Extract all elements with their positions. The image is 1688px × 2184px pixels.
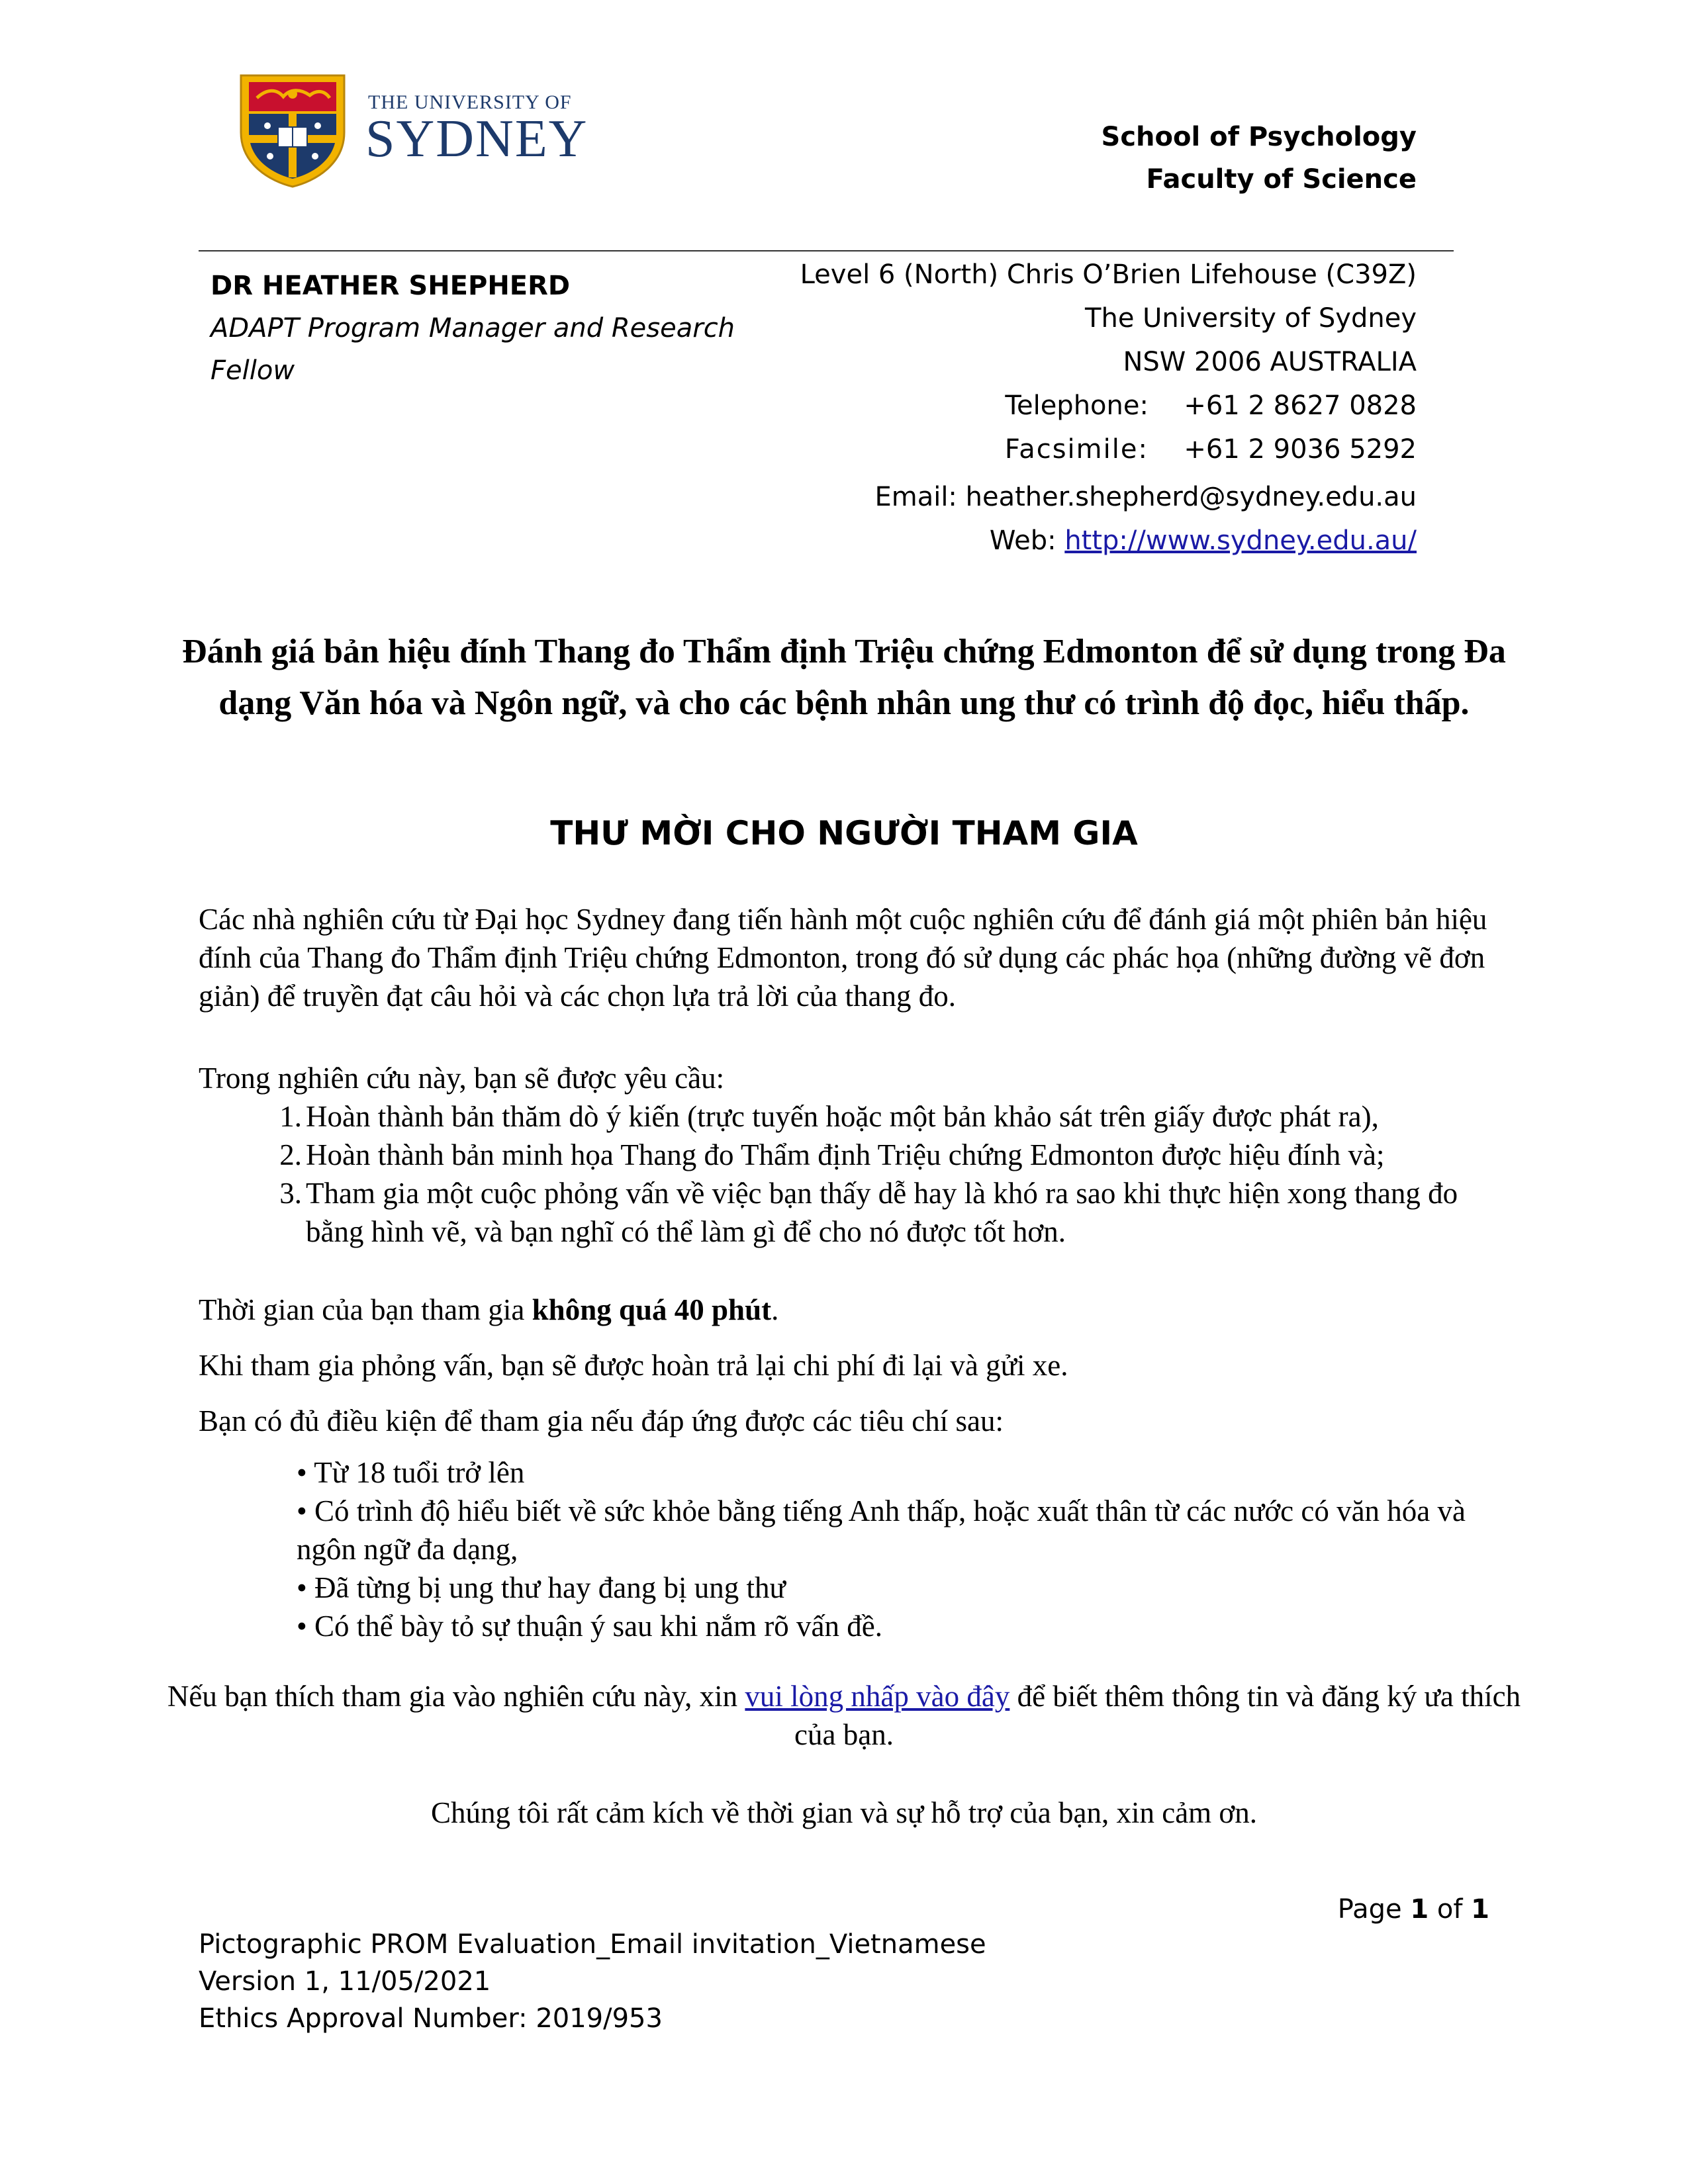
header-divider <box>199 250 1454 251</box>
school-block <box>1102 116 1417 201</box>
page-current: 1 <box>1410 1894 1429 1925</box>
list-item <box>262 1136 1493 1174</box>
telephone-label: Telephone: <box>1005 390 1149 421</box>
email-row <box>800 475 1417 519</box>
step-text: Hoàn thành bản minh họa Thang đo Thẩm định Triệu chứng Edmonton được hiệu đính và; <box>306 1138 1385 1171</box>
cta-paragraph <box>165 1677 1523 1754</box>
footer-line-3: Ethics Approval Number: 2019/953 <box>199 2003 663 2034</box>
web-label: Web: <box>989 525 1056 556</box>
document-footer <box>199 1926 986 2037</box>
fax-row <box>800 428 1417 471</box>
list-item <box>262 1174 1493 1251</box>
fax-value: +61 2 9036 5292 <box>1184 434 1417 465</box>
fax-label: Facsimile: <box>1004 434 1149 465</box>
time-prefix: Thời gian của bạn tham gia <box>199 1293 532 1326</box>
university-logo <box>237 71 588 189</box>
page-of: of <box>1436 1894 1463 1925</box>
cta-prefix: Nếu bạn thích tham gia vào nghiên cứu này, xin <box>167 1680 745 1713</box>
list-item: • Từ 18 tuổi trở lên <box>297 1456 525 1489</box>
author-role: ADAPT Program Manager and Research Fellow <box>211 313 735 386</box>
telephone-row <box>800 384 1417 428</box>
criteria-list <box>297 1453 1488 1645</box>
step-text: Hoàn thành bản thăm dò ý kiến (trực tuyến hoặc một bản khảo sát trên giấy được phát ra), <box>306 1100 1379 1133</box>
contact-block <box>800 253 1417 563</box>
time-paragraph <box>199 1291 1496 1329</box>
reimburse-paragraph: Khi tham gia phỏng vấn, bạn sẽ được hoàn trả lại chi phí đi lại và gửi xe. <box>199 1349 1068 1382</box>
signup-link[interactable]: vui lòng nhấp vào đây <box>745 1680 1010 1713</box>
address-line-2: The University of Sydney <box>1085 303 1417 334</box>
step-number: 3. <box>279 1177 302 1210</box>
criteria-intro: Bạn có đủ điều kiện để tham gia nếu đáp ứng được các tiêu chí sau: <box>199 1404 1004 1437</box>
intro-paragraph: Các nhà nghiên cứu từ Đại học Sydney đang tiến hành một cuộc nghiên cứu để đánh giá một phiên bản hiệu đính của Thang đo Thẩm định Triệu chứng Edmonton, trong đó sử dụng các phác họa (những đường vẽ đơn giản) để truyền đạt câu hỏi và các chọn lựa trả lời của thang đo. <box>199 903 1487 1013</box>
email-label: Email: <box>874 482 957 512</box>
telephone-value: +61 2 8627 0828 <box>1184 390 1417 421</box>
steps-intro: Trong nghiên cứu này, bạn sẽ được yêu cầu: <box>199 1062 725 1095</box>
author-name: DR HEATHER SHEPHERD <box>211 271 571 301</box>
faculty-name: Faculty of Science <box>1146 164 1417 195</box>
web-row <box>800 519 1417 563</box>
thanks-paragraph: Chúng tôi rất cảm kích về thời gian và sự hỗ trợ của bạn, xin cảm ơn. <box>431 1796 1257 1829</box>
author-block <box>211 265 767 392</box>
step-number: 2. <box>279 1138 302 1171</box>
logo-line-2: SYDNEY <box>365 110 588 168</box>
steps-list <box>262 1097 1493 1251</box>
cta-suffix: để biết thêm thông tin và đăng ký ưa thích của bạn. <box>794 1680 1521 1751</box>
web-link[interactable]: http://www.sydney.edu.au/ <box>1064 525 1417 556</box>
footer-line-2: Version 1, 11/05/2021 <box>199 1966 491 1997</box>
document-title: Đánh giá bản hiệu đính Thang đo Thẩm định Triệu chứng Edmonton để sử dụng trong Đa dạng Văn hóa và Ngôn ngữ, và cho các bệnh nhân ung thư có trình độ đọc, hiểu thấp. <box>182 633 1506 722</box>
address-line-3: NSW 2006 AUSTRALIA <box>1123 347 1417 377</box>
logo-line-1: THE UNIVERSITY OF <box>368 91 572 113</box>
school-name: School of Psychology <box>1101 122 1417 152</box>
list-item: • Có thể bày tỏ sự thuận ý sau khi nắm rõ vấn đề. <box>297 1610 882 1643</box>
footer-line-1: Pictographic PROM Evaluation_Email invitation_Vietnamese <box>199 1929 986 1960</box>
time-emphasis: không quá 40 phút <box>532 1293 772 1326</box>
university-crest-icon <box>237 71 348 189</box>
time-suffix: . <box>771 1293 779 1326</box>
list-item <box>262 1097 1493 1136</box>
email-value[interactable]: heather.shepherd@sydney.edu.au <box>965 482 1417 512</box>
step-number: 1. <box>279 1100 302 1133</box>
step-text: Tham gia một cuộc phỏng vấn về việc bạn thấy dễ hay là khó ra sao khi thực hiện xong thang đo bằng hình vẽ, và bạn nghĩ có thể làm gì để cho nó được tốt hơn. <box>306 1177 1458 1248</box>
page-number <box>1338 1894 1489 1925</box>
page-label: Page <box>1337 1894 1402 1925</box>
list-item: • Đã từng bị ung thư hay đang bị ung thư <box>297 1571 786 1604</box>
list-item: • Có trình độ hiểu biết về sức khỏe bằng tiếng Anh thấp, hoặc xuất thân từ các nước có văn hóa và ngôn ngữ đa dạng, <box>297 1494 1466 1566</box>
document-subtitle: THƯ MỜI CHO NGƯỜI THAM GIA <box>550 814 1138 852</box>
address-line-1: Level 6 (North) Chris O’Brien Lifehouse (C39Z) <box>800 259 1417 290</box>
page-total: 1 <box>1471 1894 1489 1925</box>
